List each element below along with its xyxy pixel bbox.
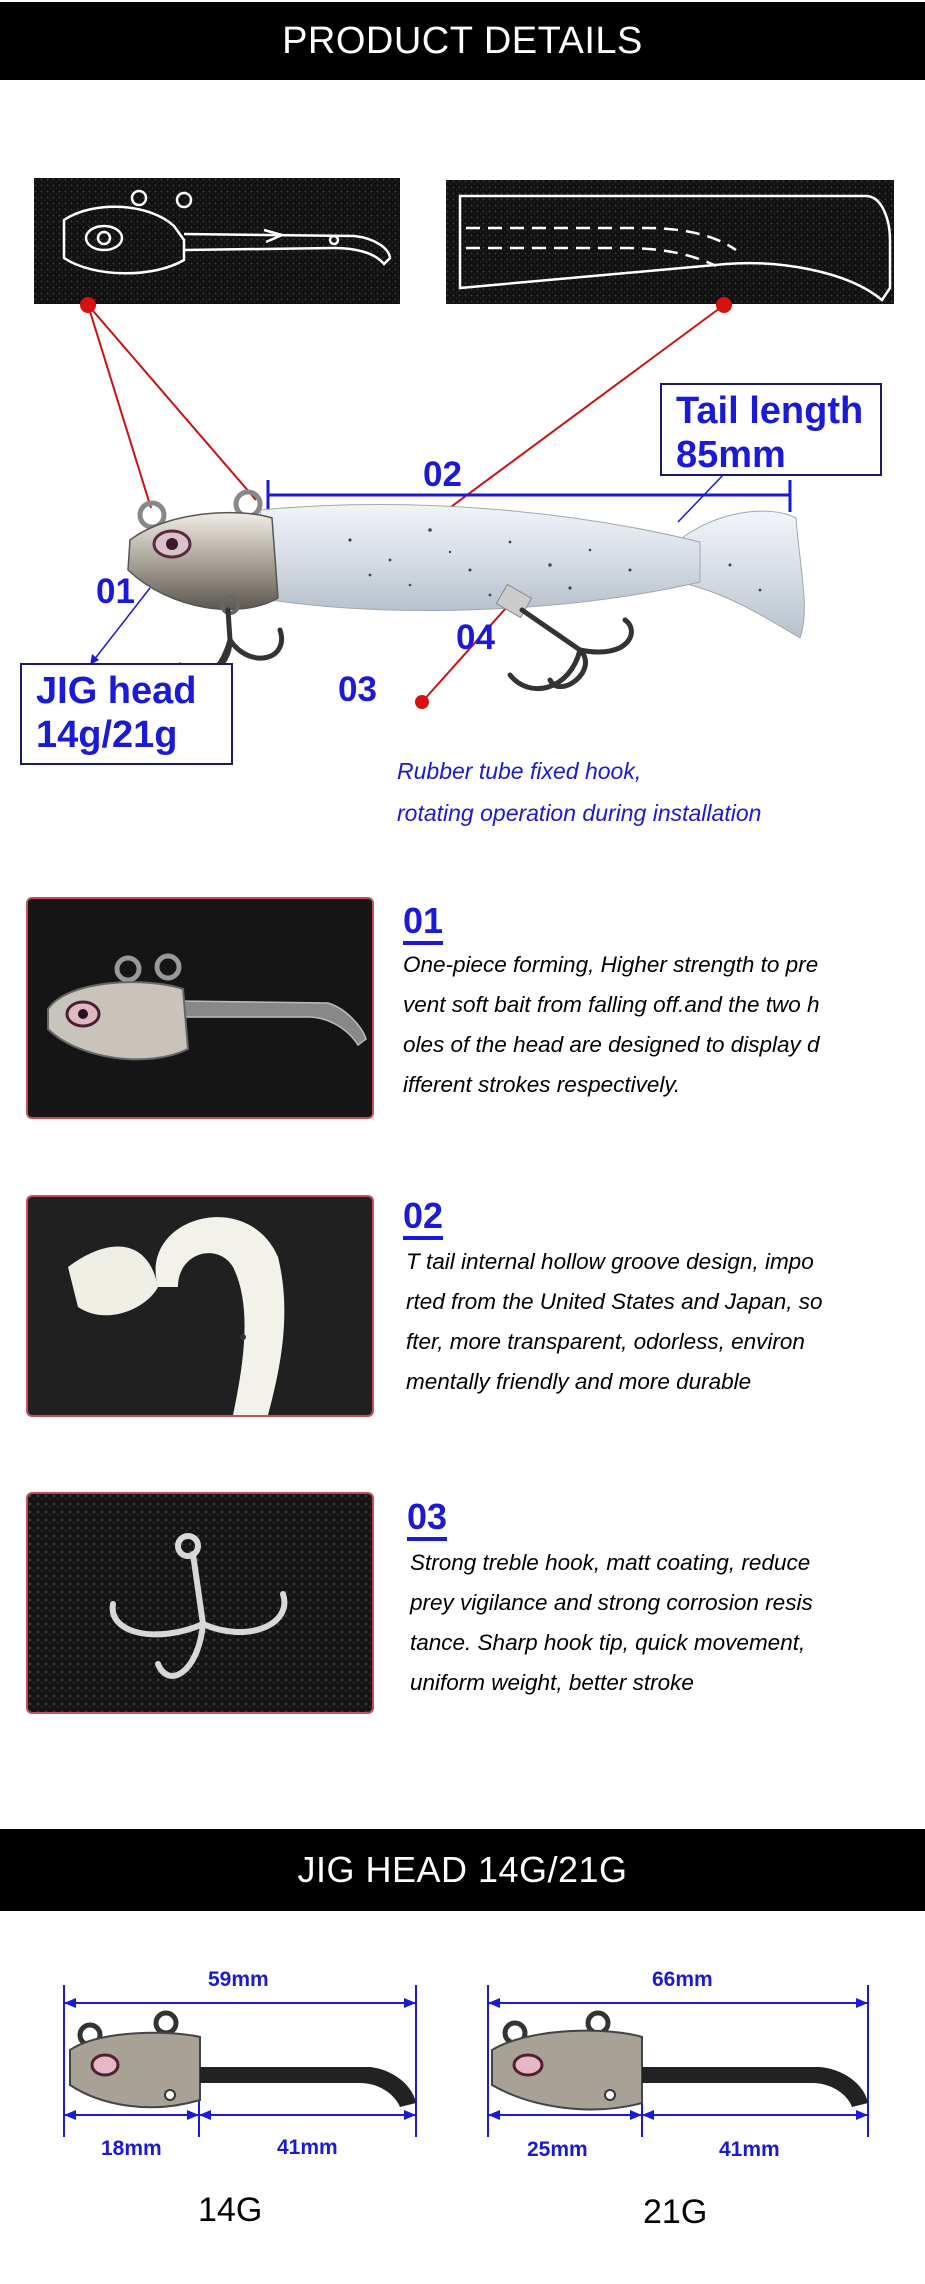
jig-14g-weight: 14G (198, 2191, 263, 2229)
part-04-label: 04 (456, 618, 495, 657)
feature-03-line: uniform weight, better stroke (410, 1670, 694, 1695)
feature-02-line: T tail internal hollow groove design, impo (406, 1249, 814, 1274)
jig-head-14g-diagram (40, 1965, 440, 2165)
jig-head-section-title: JIG HEAD 14G/21G (297, 1849, 628, 1890)
feature-02-number: 02 (403, 1196, 443, 1240)
feature-03-description (410, 1543, 880, 1703)
feature-01-line: oles of the head are designed to display d (403, 1032, 820, 1057)
feature-02-line: mentally friendly and more durable (406, 1369, 752, 1394)
feature-02-line: rted from the United States and Japan, so (406, 1289, 823, 1314)
jig-14g-total-length: 59mm (208, 1968, 269, 1991)
tail-length-title: Tail length (676, 390, 864, 432)
jig-head-section-header (0, 1829, 925, 1911)
product-details-header (0, 2, 925, 80)
jig-21g-total-length: 66mm (652, 1968, 713, 1991)
part-03-label: 03 (338, 670, 377, 709)
tail-schematic (446, 180, 894, 304)
jig-head-callout (20, 663, 233, 765)
jig-head-21g-diagram (470, 1965, 890, 2165)
feature-03-line: tance. Sharp hook tip, quick movement, (410, 1630, 806, 1655)
feature-01-line: ifferent strokes respectively. (403, 1072, 681, 1097)
jig-head-weight: 14g/21g (36, 714, 178, 756)
treble-hook-photo (26, 1492, 374, 1714)
rubber-tube-caption-line2: rotating operation during installation (397, 800, 762, 826)
feature-03-number: 03 (407, 1497, 447, 1541)
feature-01-description (403, 945, 873, 1105)
jig-14g-head-length: 18mm (101, 2137, 162, 2160)
feature-02-description (406, 1242, 876, 1402)
tail-length-callout (660, 383, 882, 476)
jig-21g-weight: 21G (643, 2193, 708, 2231)
rubber-tube-caption-line1: Rubber tube fixed hook, (397, 758, 642, 784)
part-01-label: 01 (96, 572, 135, 611)
jig-head-photo (26, 897, 374, 1119)
jig-head-title: JIG head (36, 670, 197, 712)
jig-21g-shank-length: 41mm (719, 2138, 780, 2161)
feature-01-number: 01 (403, 901, 443, 945)
product-details-title: PRODUCT DETAILS (282, 19, 643, 62)
jig-14g-shank-length: 41mm (277, 2136, 338, 2159)
feature-03-line: prey vigilance and strong corrosion resis (410, 1590, 813, 1615)
feature-03-line: Strong treble hook, matt coating, reduce (410, 1550, 811, 1575)
feature-01-line: vent soft bait from falling off.and the two h (403, 992, 820, 1017)
jig-head-schematic (34, 178, 400, 304)
tail-length-value: 85mm (676, 434, 786, 476)
feature-02-line: fter, more transparent, odorless, environ (406, 1329, 805, 1354)
tail-photo (26, 1195, 374, 1417)
jig-21g-head-length: 25mm (527, 2138, 588, 2161)
part-02-label: 02 (423, 455, 462, 494)
feature-01-line: One-piece forming, Higher strength to pre (403, 952, 819, 977)
